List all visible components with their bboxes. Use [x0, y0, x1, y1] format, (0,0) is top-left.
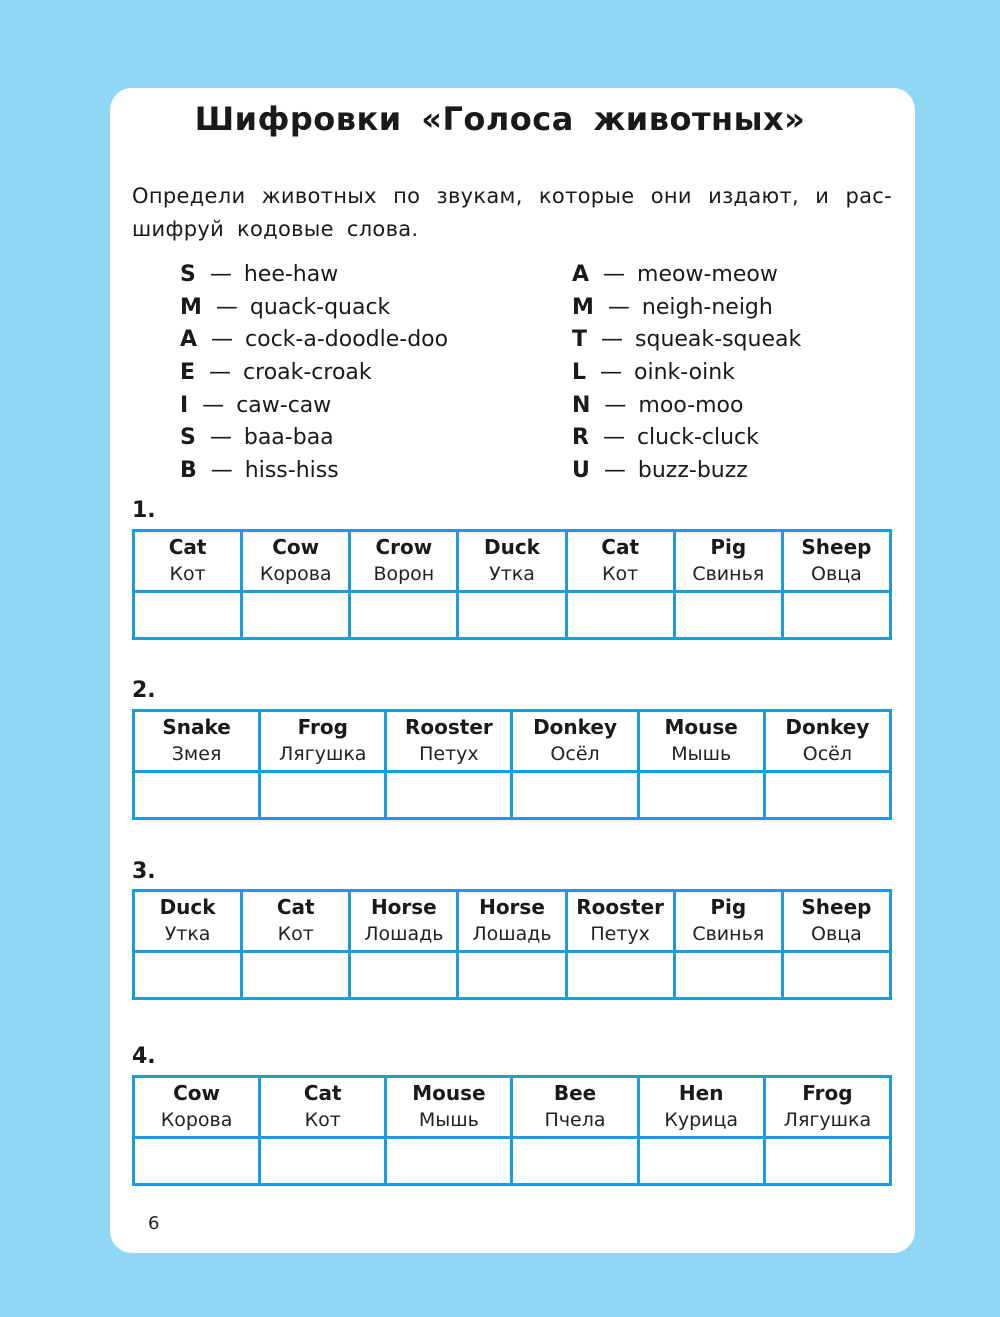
key-sound: neigh-neigh: [641, 294, 773, 320]
key-entry: R — cluck-cluck: [572, 421, 801, 454]
key-sound: baa-baa: [243, 425, 334, 451]
key-entry: A — meow-meow: [572, 258, 801, 291]
instructions: [132, 180, 892, 246]
key-entry: A — cock-a-doodle-doo: [180, 323, 448, 356]
answer-letter-cell[interactable]: [638, 772, 764, 819]
key-sound: meow-meow: [637, 262, 778, 287]
key-letter: A: [572, 262, 590, 287]
puzzle-clue-cell: Mouse Мышь: [386, 1077, 512, 1138]
puzzle-clue-cell: Duck Утка: [458, 531, 566, 592]
key-letter: A: [180, 327, 198, 353]
answer-letter-cell[interactable]: [782, 952, 890, 999]
puzzle-table-1: [132, 529, 892, 640]
puzzle-clue-cell: Cat Кот: [566, 531, 674, 592]
answer-letter-cell[interactable]: [260, 772, 386, 819]
puzzle-clue-cell: Hen Курица: [638, 1077, 764, 1138]
puzzle-clue-cell: Pig Свинья: [674, 891, 782, 952]
key-entry: L — oink-oink: [572, 356, 801, 389]
key-entry: M — neigh-neigh: [572, 291, 801, 324]
puzzle-clue-cell: Cow Корова: [134, 1077, 260, 1138]
answer-letter-cell[interactable]: [242, 592, 350, 639]
puzzle-clue-cell: Cat Кот: [134, 531, 242, 592]
key-sound: croak-croak: [243, 360, 372, 386]
puzzle-clue-cell: Donkey Осёл: [764, 711, 890, 772]
answer-letter-cell[interactable]: [134, 952, 242, 999]
key-letter: E: [180, 360, 196, 386]
key-sound: hee-haw: [243, 262, 339, 287]
answer-letter-cell[interactable]: [764, 1138, 890, 1185]
answer-letter-cell[interactable]: [350, 592, 458, 639]
key-entry: I — caw-caw: [180, 389, 448, 422]
key-letter: U: [572, 458, 590, 484]
key-entry: S — hee-haw: [180, 258, 448, 291]
key-letter: L: [572, 360, 587, 386]
key-sound: moo-moo: [638, 392, 744, 418]
puzzle-clue-cell: Rooster Петух: [386, 711, 512, 772]
key-letter: M: [180, 294, 202, 320]
puzzle-clue-cell: Cat Кот: [260, 1077, 386, 1138]
answer-letter-cell[interactable]: [566, 592, 674, 639]
puzzle-clue-cell: Sheep Овца: [782, 531, 890, 592]
page-number: 6: [148, 1213, 160, 1234]
puzzle-number: 1.: [132, 498, 156, 523]
puzzle-clue-cell: Bee Пчела: [512, 1077, 638, 1138]
puzzle-clue-cell: Horse Лошадь: [458, 891, 566, 952]
puzzle-clue-cell: Donkey Осёл: [512, 711, 638, 772]
key-letter: N: [572, 392, 591, 418]
puzzle-clue-cell: Mouse Мышь: [638, 711, 764, 772]
puzzle-clue-cell: Snake Змея: [134, 711, 260, 772]
sound-key-right-column: [572, 258, 801, 487]
key-letter: S: [180, 262, 196, 287]
key-entry: N — moo-moo: [572, 389, 801, 422]
answer-letter-cell[interactable]: [458, 952, 566, 999]
key-sound: quack-quack: [249, 294, 391, 320]
key-sound: oink-oink: [634, 360, 735, 386]
answer-letter-cell[interactable]: [674, 952, 782, 999]
key-letter: R: [572, 425, 589, 451]
answer-letter-cell[interactable]: [134, 1138, 260, 1185]
puzzle-clue-cell: Sheep Овца: [782, 891, 890, 952]
answer-letter-cell[interactable]: [566, 952, 674, 999]
puzzle-table-4: [132, 1075, 892, 1186]
key-sound: squeak-squeak: [635, 327, 802, 353]
answer-letter-cell[interactable]: [458, 592, 566, 639]
key-letter: M: [572, 294, 594, 320]
puzzle-clue-cell: Cat Кот: [242, 891, 350, 952]
key-letter: S: [180, 425, 196, 451]
answer-letter-cell[interactable]: [260, 1138, 386, 1185]
key-entry: M — quack-quack: [180, 291, 448, 324]
key-entry: T — squeak-squeak: [572, 323, 801, 356]
puzzle-table-2: [132, 709, 892, 820]
instructions-line-1: Определи животных по звукам, которые они издают, и рас-: [132, 184, 892, 208]
puzzle-number: 3.: [132, 859, 156, 884]
answer-letter-cell[interactable]: [674, 592, 782, 639]
answer-letter-cell[interactable]: [512, 772, 638, 819]
puzzle-clue-cell: Duck Утка: [134, 891, 242, 952]
puzzle-clue-cell: Frog Лягушка: [764, 1077, 890, 1138]
sound-key-left-column: [180, 258, 448, 487]
puzzle-clue-cell: Pig Свинья: [674, 531, 782, 592]
puzzle-clue-cell: Horse Лошадь: [350, 891, 458, 952]
puzzle-number: 4.: [132, 1044, 156, 1069]
puzzle-clue-cell: Frog Лягушка: [260, 711, 386, 772]
answer-letter-cell[interactable]: [350, 952, 458, 999]
key-sound: caw-caw: [236, 392, 332, 418]
puzzle-clue-cell: Cow Корова: [242, 531, 350, 592]
answer-letter-cell[interactable]: [386, 772, 512, 819]
key-sound: cock-a-doodle-doo: [245, 327, 449, 353]
answer-letter-cell[interactable]: [782, 592, 890, 639]
key-entry: E — croak-croak: [180, 356, 448, 389]
key-entry: U — buzz-buzz: [572, 454, 801, 487]
page-title: Шифровки «Голоса животных»: [194, 100, 806, 138]
puzzle-number: 2.: [132, 678, 156, 703]
key-sound: cluck-cluck: [636, 425, 759, 451]
puzzle-table-3: [132, 889, 892, 1000]
instructions-line-2: шифруй кодовые слова.: [132, 217, 419, 241]
puzzle-clue-cell: Rooster Петух: [566, 891, 674, 952]
key-entry: S — baa-baa: [180, 421, 448, 454]
key-entry: B — hiss-hiss: [180, 454, 448, 487]
key-sound: buzz-buzz: [637, 458, 748, 484]
key-letter: T: [572, 327, 588, 353]
answer-letter-cell[interactable]: [134, 592, 242, 639]
answer-letter-cell[interactable]: [512, 1138, 638, 1185]
answer-letter-cell[interactable]: [764, 772, 890, 819]
key-letter: B: [180, 458, 197, 484]
answer-letter-cell[interactable]: [638, 1138, 764, 1185]
answer-letter-cell[interactable]: [242, 952, 350, 999]
puzzle-clue-cell: Crow Ворон: [350, 531, 458, 592]
key-letter: I: [180, 392, 189, 418]
answer-letter-cell[interactable]: [134, 772, 260, 819]
key-sound: hiss-hiss: [244, 458, 339, 484]
answer-letter-cell[interactable]: [386, 1138, 512, 1185]
